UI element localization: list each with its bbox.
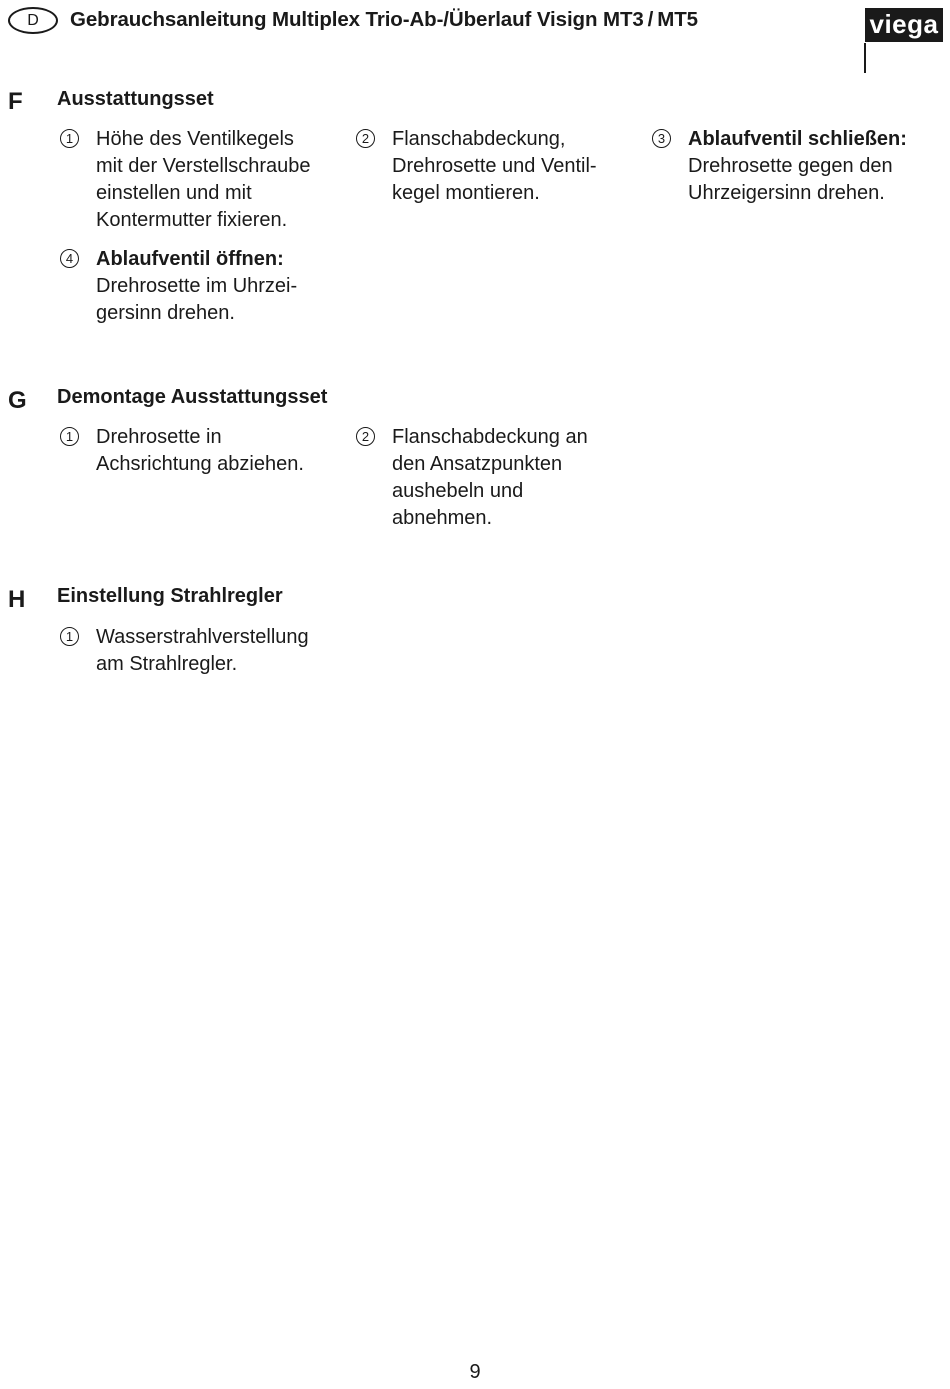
step-number: 3 [652, 129, 671, 148]
logo-rule [864, 43, 866, 73]
step-line: Drehrosette und Ventil- [392, 155, 597, 177]
page-number: 9 [469, 1361, 481, 1383]
step-number: 1 [60, 129, 79, 148]
section-heading-f: Ausstattungsset [57, 88, 214, 110]
section-letter-g: G [8, 387, 27, 414]
step-line: kegel montieren. [392, 182, 540, 204]
step-line: aushebeln und [392, 480, 524, 502]
document-title: Gebrauchsanleitung Multiplex Trio-Ab-/Überlauf Visign MT3 / MT5 [70, 8, 698, 31]
step-line: Höhe des Ventilkegels [96, 128, 294, 150]
section-heading-h: Einstellung Strahlregler [57, 585, 283, 607]
section-letter-h: H [8, 586, 26, 613]
step-line: abnehmen. [392, 507, 493, 529]
step-line: Drehrosette gegen den [688, 155, 893, 177]
step-line: Drehrosette im Uhrzei- [96, 275, 298, 297]
step-line: am Strahlregler. [96, 653, 238, 675]
section-letter-f: F [8, 88, 23, 115]
step-bold-lead: Ablaufventil öffnen: [96, 248, 284, 270]
step-line: Flanschabdeckung, [392, 128, 566, 150]
step-number: 2 [356, 427, 375, 446]
section-heading-g: Demontage Ausstattungsset [57, 386, 328, 408]
step-line: einstellen und mit [96, 182, 252, 204]
step-line: Wasserstrahlverstellung [96, 626, 309, 648]
step-line: Achsrichtung abziehen. [96, 453, 304, 475]
step-line: Flanschabdeckung an [392, 426, 588, 448]
viega-logo: viega [865, 8, 943, 42]
step-number: 2 [356, 129, 375, 148]
step-line: Drehrosette in [96, 426, 222, 448]
step-number: 4 [60, 249, 79, 268]
step-line: Kontermutter fixieren. [96, 209, 288, 231]
step-number: 1 [60, 427, 79, 446]
step-number: 1 [60, 627, 79, 646]
step-line: mit der Verstellschraube [96, 155, 311, 177]
step-bold-lead: Ablaufventil schließen: [688, 128, 907, 150]
step-line: gersinn drehen. [96, 302, 235, 324]
step-line: Uhrzeigersinn drehen. [688, 182, 885, 204]
step-line: den Ansatzpunkten [392, 453, 563, 475]
language-badge: D [8, 7, 58, 34]
